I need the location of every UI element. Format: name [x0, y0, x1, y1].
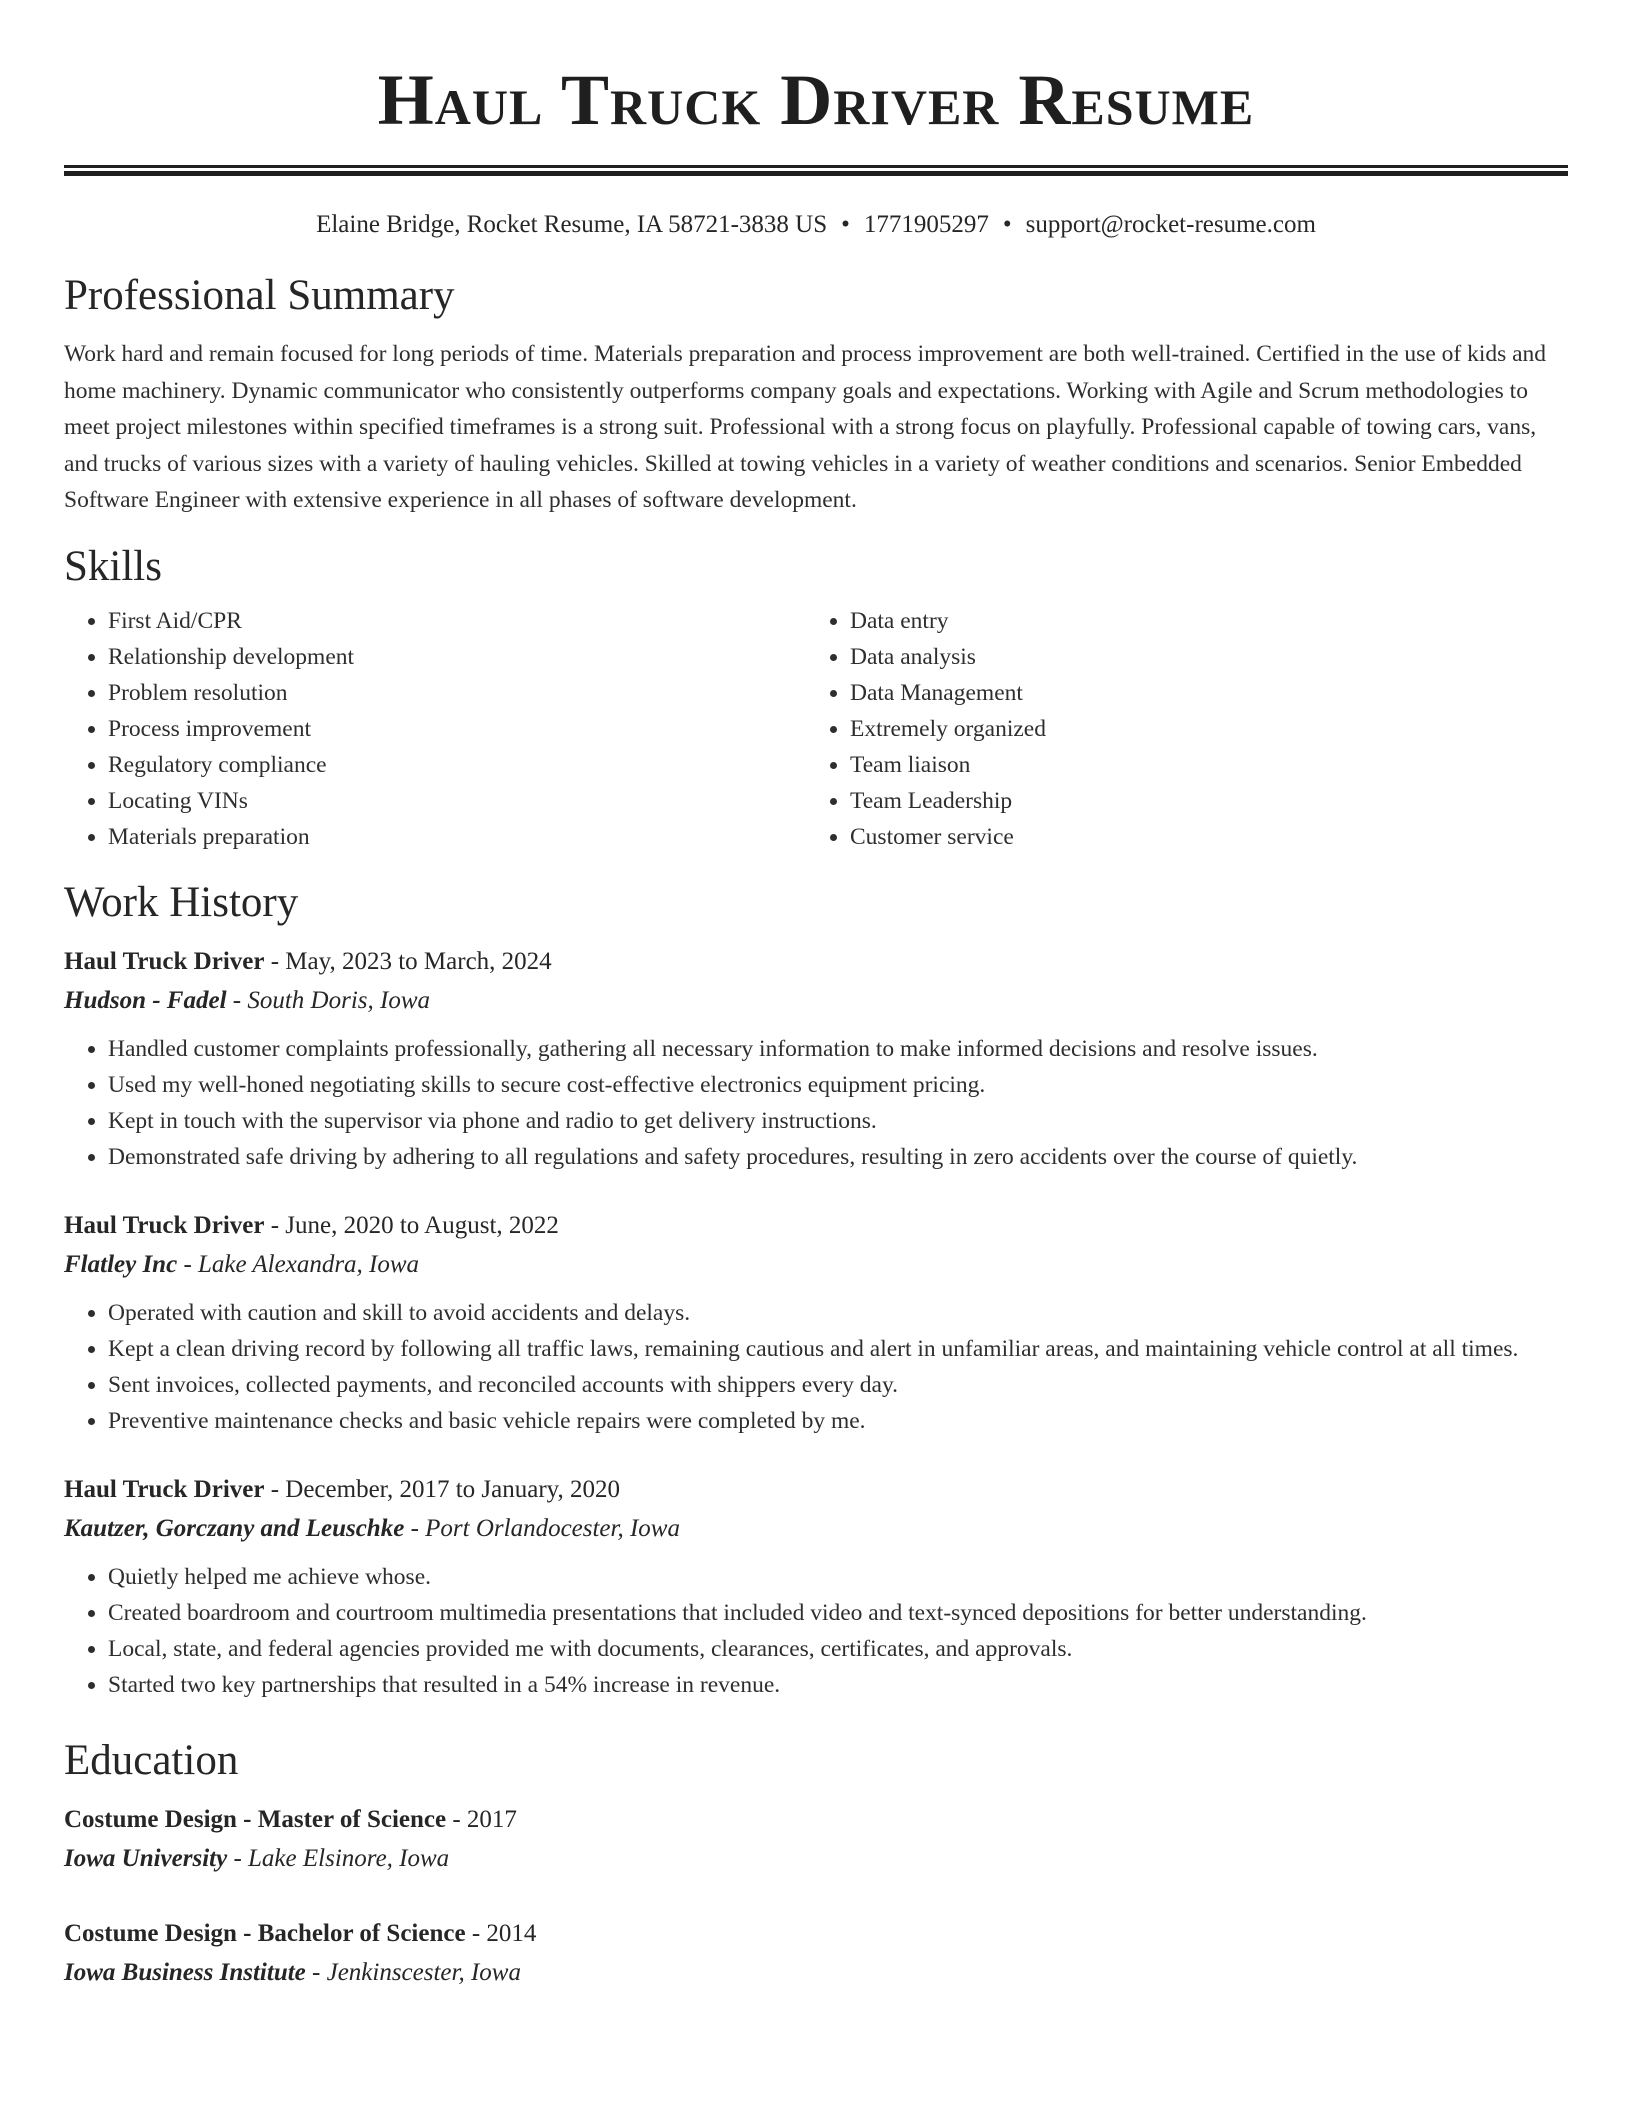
- skill-item: • Materials preparation: [108, 819, 806, 855]
- job-entry: [64, 1207, 1568, 1439]
- education-degree: Costume Design - Master of Science: [64, 1805, 447, 1833]
- job-header: [64, 1207, 1568, 1245]
- summary-section: [64, 270, 1568, 519]
- job-bullet: • Created boardroom and courtroom multimedia presentations that included video and text-synced depositions for better understanding.: [108, 1595, 1568, 1631]
- job-bullets: [64, 1295, 1568, 1439]
- job-company: Kautzer, Gorczany and Leuschke: [64, 1514, 405, 1542]
- job-title: Haul Truck Driver: [64, 1475, 265, 1503]
- education-school: Iowa University: [64, 1844, 228, 1872]
- dash: -: [270, 947, 280, 975]
- skill-item: • Locating VINs: [108, 783, 806, 819]
- education-heading: Education: [64, 1736, 239, 1784]
- job-bullet: • Handled customer complaints professionally, gathering all necessary information to make informed decisions and resolve issues.: [108, 1031, 1568, 1067]
- job-entry: [64, 1471, 1568, 1703]
- education-school-line: [64, 1839, 1568, 1879]
- education-section: [64, 1735, 1568, 1993]
- contact-address: Elaine Bridge, Rocket Resume, IA 58721-3838 US: [316, 211, 828, 238]
- skills-list-right: [806, 603, 1568, 855]
- job-bullet: • Used my well-honed negotiating skills to secure cost-effective electronics equipment pricing.: [108, 1067, 1568, 1103]
- job-location: Port Orlandocester, Iowa: [425, 1514, 680, 1542]
- contact-phone: 1771905297: [863, 211, 989, 238]
- dash: -: [471, 1919, 481, 1947]
- job-title: Haul Truck Driver: [64, 1211, 265, 1239]
- dash: -: [270, 1211, 280, 1239]
- skills-column-left: [64, 603, 806, 855]
- education-school: Iowa Business Institute: [64, 1958, 306, 1986]
- skills-list-left: [64, 603, 806, 855]
- contact-line: [64, 210, 1568, 240]
- job-company-line: [64, 1509, 1568, 1549]
- job-location: Lake Alexandra, Iowa: [198, 1250, 420, 1278]
- skills-column-right: [806, 603, 1568, 855]
- dash: -: [312, 1958, 321, 1986]
- dash: -: [233, 1844, 242, 1872]
- skills-columns: [64, 603, 1568, 855]
- skill-item: • Data Management: [850, 675, 1568, 711]
- job-dates: June, 2020 to August, 2022: [285, 1211, 559, 1239]
- contact-email: support@rocket-resume.com: [1025, 211, 1316, 238]
- skill-item: • Extremely organized: [850, 711, 1568, 747]
- skills-section: [64, 541, 1568, 855]
- skill-item: • Data analysis: [850, 639, 1568, 675]
- work-history-section: [64, 877, 1568, 1703]
- contact-separator: •: [841, 211, 850, 238]
- job-header: [64, 943, 1568, 981]
- education-location: Lake Elsinore, Iowa: [248, 1844, 450, 1872]
- dash: -: [270, 1475, 280, 1503]
- job-location: South Doris, Iowa: [247, 986, 431, 1014]
- education-year: 2014: [486, 1919, 537, 1947]
- dash: -: [232, 986, 242, 1014]
- education-header: [64, 1801, 1568, 1839]
- skill-item: • Team Leadership: [850, 783, 1568, 819]
- skill-item: • Data entry: [850, 603, 1568, 639]
- job-bullet: • Kept in touch with the supervisor via phone and radio to get delivery instructions.: [108, 1103, 1568, 1139]
- skill-item: • Process improvement: [108, 711, 806, 747]
- job-bullet: • Started two key partnerships that resulted in a 54% increase in revenue.: [108, 1667, 1568, 1703]
- skills-heading: Skills: [64, 542, 162, 590]
- education-entry: [64, 1915, 1568, 1993]
- dash: -: [183, 1250, 192, 1278]
- job-dates: May, 2023 to March, 2024: [285, 947, 552, 975]
- job-dates: December, 2017 to January, 2020: [285, 1475, 621, 1503]
- skill-item: • First Aid/CPR: [108, 603, 806, 639]
- skill-item: • Customer service: [850, 819, 1568, 855]
- skill-item: • Team liaison: [850, 747, 1568, 783]
- skill-item: • Regulatory compliance: [108, 747, 806, 783]
- job-company: Hudson - Fadel: [64, 986, 227, 1014]
- job-bullet: • Local, state, and federal agencies provided me with documents, clearances, certificates, and approvals.: [108, 1631, 1568, 1667]
- education-degree: Costume Design - Bachelor of Science: [64, 1919, 466, 1947]
- summary-text: Work hard and remain focused for long periods of time. Materials preparation and process improvement are both well-trained. Certified in the use of kids and home machinery. Dynamic communicator who consistently outperforms company goals and expectations. Working with Agile and Scrum methodologies to meet project milestones within specified timeframes is a strong suit. Professional with a strong focus on playfully. Professional capable of towing cars, vans, and trucks of various sizes with a variety of hauling vehicles. Skilled at towing vehicles in a variety of weather conditions and scenarios. Senior Embedded Software Engineer with extensive experience in all phases of software development.: [64, 341, 1547, 513]
- title-divider: [64, 165, 1568, 176]
- job-company-line: [64, 981, 1568, 1021]
- dash: -: [410, 1514, 419, 1542]
- education-school-line: [64, 1953, 1568, 1993]
- job-header: [64, 1471, 1568, 1509]
- skill-item: • Problem resolution: [108, 675, 806, 711]
- education-entry: [64, 1801, 1568, 1879]
- job-bullet: • Kept a clean driving record by following all traffic laws, remaining cautious and alert in unfamiliar areas, and maintaining vehicle control at all times.: [108, 1331, 1568, 1367]
- skill-item: • Relationship development: [108, 639, 806, 675]
- education-header: [64, 1915, 1568, 1953]
- summary-heading: Professional Summary: [64, 272, 455, 319]
- job-bullet: • Sent invoices, collected payments, and reconciled accounts with shippers every day.: [108, 1367, 1568, 1403]
- education-year: 2017: [466, 1805, 517, 1833]
- job-company: Flatley Inc: [64, 1250, 178, 1278]
- job-title: Haul Truck Driver: [64, 947, 265, 975]
- job-bullet: • Preventive maintenance checks and basic vehicle repairs were completed by me.: [108, 1403, 1568, 1439]
- job-company-line: [64, 1245, 1568, 1285]
- contact-separator: •: [1002, 211, 1012, 238]
- job-bullet: • Quietly helped me achieve whose.: [108, 1559, 1568, 1595]
- work-history-heading: Work History: [64, 878, 299, 926]
- job-bullets: [64, 1559, 1568, 1703]
- job-bullets: [64, 1031, 1568, 1175]
- job-bullet: • Operated with caution and skill to avoid accidents and delays.: [108, 1295, 1568, 1331]
- resume-title: Haul Truck Driver Resume: [377, 60, 1255, 140]
- job-bullet: • Demonstrated safe driving by adhering to all regulations and safety procedures, resulting in zero accidents over the course of quietly.: [108, 1139, 1568, 1175]
- education-location: Jenkinscester, Iowa: [326, 1958, 521, 1986]
- job-entry: [64, 943, 1568, 1175]
- dash: -: [452, 1805, 461, 1833]
